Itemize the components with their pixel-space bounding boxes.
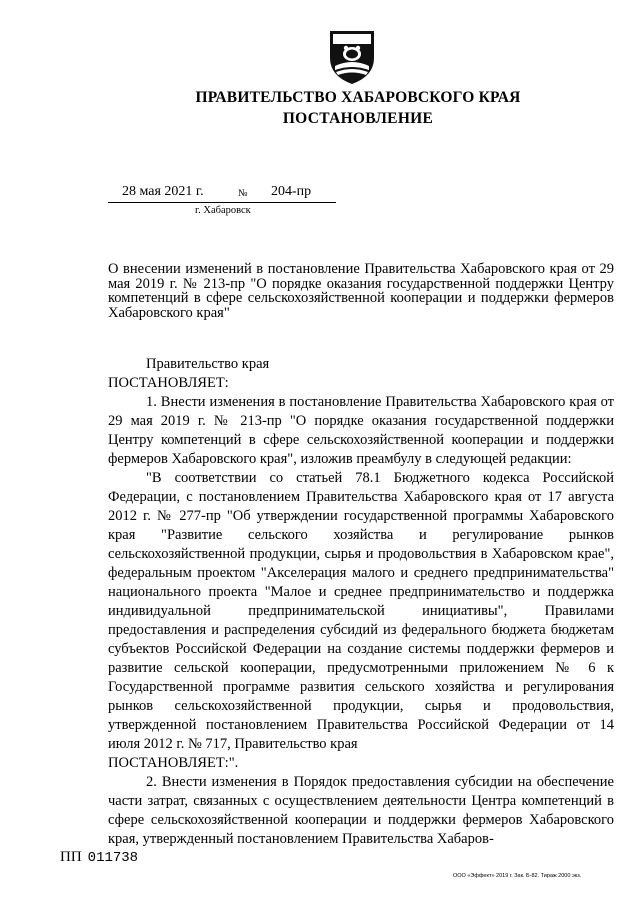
document-subject: О внесении изменений в постановление Правительства Хабаровского края от 29 мая 2019 г. № 213-пр "О порядке оказания государственной поддержки Центру компетенций в сфере сельскохозяйственной кооперации и поддержки фермеров Хабаровского края" <box>108 261 614 321</box>
item-1-paragraph: 1. Внести изменения в постановление Правительства Хабаровского края от 29 мая 2019 г. № 213-пр "О порядке оказания государственной поддержки Центру компетенций в сфере сельскохозяйственной кооперации и поддержки фермеров Хабаровского края", изложив преамбулу в следующей редакции: <box>108 394 614 467</box>
document-number: 204-пр <box>271 184 312 199</box>
khabarovsk-coat-of-arms-icon <box>327 28 377 86</box>
form-serial-number: 011738 <box>87 850 139 866</box>
document-date: 28 мая 2021 г. <box>122 184 204 199</box>
form-serial <box>60 849 138 866</box>
quoted-preamble-paragraph: "В соответствии со статьей 78.1 Бюджетного кодекса Российской Федерации, с постановлением Правительства Хабаровского края от 17 августа 2012 г. № 277-пр "Об утверждении государственной программы Хабаровского края "Развитие сельского хозяйства и регулирование рынков сельскохозяйственной продукции, сырья и продовольствия в Хабаровском крае", федеральным проектом "Акселерация малого и среднего предпринимательства" национального проекта "Малое и среднее предпринимательство и поддержка индивидуальной предпринимательской инициативы", Правилами предоставления и распределения субсидий из федерального бюджета бюджетам субъектов Российской Федерации на создание системы поддержки фермеров и развитие сельской кооперации, предусмотренными приложением № 6 к Государственной программе развития сельского хозяйства и регулирования рынков сельскохозяйственной продукции, сырья и продовольствия, утвержденной постановлением Правительства Российской Федерации от 14 июля 2012 г. № 717, Правительство края <box>108 470 614 752</box>
resolves-heading: ПОСТАНОВЛЯЕТ: <box>108 375 229 391</box>
document-body <box>108 355 614 849</box>
quoted-resolves: ПОСТАНОВЛЯЕТ:". <box>108 755 239 771</box>
document-type: ПОСТАНОВЛЕНИЕ <box>282 110 434 127</box>
city: г. Хабаровск <box>195 205 251 216</box>
printer-imprint: ООО «Эффект» 2019 г. Зак. Б-82. Тираж 2000 экз. <box>453 873 582 879</box>
item-2-paragraph: 2. Внести изменения в Порядок предоставления субсидии на обеспечение части затрат, связанных с осуществлением деятельности Центра компетенций в сфере сельскохозяйственной кооперации и поддержки фермеров Хабаровского края, утвержденный постановлением Правительства Хабаров- <box>108 774 614 847</box>
number-sign: № <box>238 188 248 199</box>
government-title: ПРАВИТЕЛЬСТВО ХАБАРОВСКОГО КРАЯ <box>195 89 521 106</box>
form-prefix: ПП <box>60 849 82 865</box>
date-number-line <box>108 182 336 203</box>
intro-paragraph: Правительство края <box>146 356 270 372</box>
